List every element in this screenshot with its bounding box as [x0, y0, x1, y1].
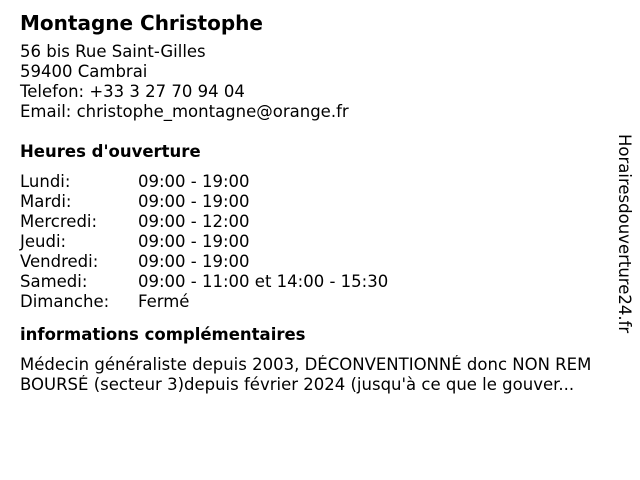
hours-row-saturday [20, 272, 610, 292]
site-watermark: Horairesdouverture24.fr [615, 134, 634, 334]
day-hours: 09:00 - 11:00 et 14:00 - 15:30 [138, 272, 389, 291]
day-label: Vendredi: [20, 252, 99, 271]
additional-info-text [20, 355, 610, 395]
hours-row-sunday [20, 292, 610, 312]
business-name: Montagne Christophe [20, 11, 263, 35]
hours-row-tuesday [20, 192, 610, 212]
day-label: Mercredi: [20, 212, 98, 231]
hours-row-monday [20, 172, 610, 192]
additional-info-line: BOURSÉ (secteur 3)depuis février 2024 (jusqu'à ce que le gouver... [20, 375, 575, 394]
day-label: Jeudi: [20, 232, 67, 251]
day-label: Lundi: [20, 172, 71, 191]
day-label: Dimanche: [20, 292, 110, 311]
address-street: 56 bis Rue Saint-Gilles [20, 42, 206, 61]
hours-row-thursday [20, 232, 610, 252]
opening-hours-heading: Heures d'ouverture [20, 142, 201, 161]
additional-info-heading: informations complémentaires [20, 325, 306, 344]
day-label: Mardi: [20, 192, 72, 211]
day-hours: Fermé [138, 292, 190, 311]
hours-row-friday [20, 252, 610, 272]
day-hours: 09:00 - 19:00 [138, 192, 250, 211]
hours-row-wednesday [20, 212, 610, 232]
day-hours: 09:00 - 19:00 [138, 252, 250, 271]
day-hours: 09:00 - 19:00 [138, 232, 250, 251]
day-hours: 09:00 - 19:00 [138, 172, 250, 191]
email-address: Email: christophe_montagne@orange.fr [20, 102, 349, 121]
phone-number: Telefon: +33 3 27 70 94 04 [20, 82, 245, 101]
day-hours: 09:00 - 12:00 [138, 212, 250, 231]
address-city: 59400 Cambrai [20, 62, 148, 81]
additional-info-line: Médecin généraliste depuis 2003, DÉCONVENTIONNÉ donc NON REM [20, 355, 592, 374]
opening-hours-table [20, 172, 610, 312]
day-label: Samedi: [20, 272, 88, 291]
business-card [20, 10, 610, 395]
